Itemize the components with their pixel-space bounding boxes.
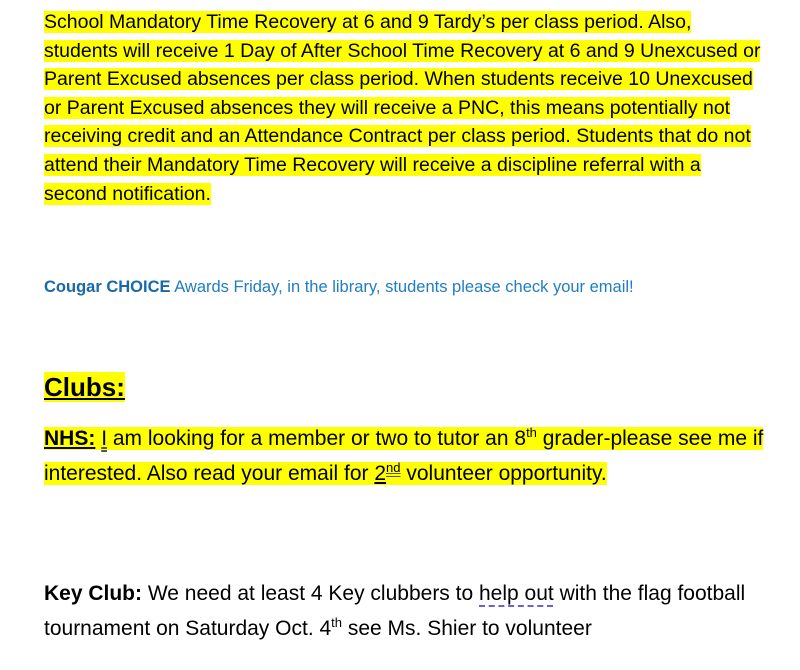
attendance-paragraph — [44, 8, 764, 208]
clubs-heading: Clubs: — [44, 372, 125, 402]
nhs-i-word: I — [101, 427, 108, 450]
nhs-paragraph: NHS: I am looking for a member or two to tutor an 8th grader-please see me if interested. Also read your email for 2nd volunteer opportunity. — [44, 425, 764, 485]
nhs-label: NHS: — [44, 427, 96, 450]
attendance-text: School Mandatory Time Recovery at 6 and 9 Tardy’s per class period. Also, students will receive 1 Day of After School Time Recovery at 6 and 9 Unexcused or Parent Excused absences per class period. When students receive 10 Unexcused or Parent Excused absences they will receive a PNC, this means potentially not receiving credit and an Attendance Contract per class period. Students that do not attend their Mandatory Time Recovery will receive a discipline referral with a second notification. — [44, 11, 761, 205]
cougar-choice-title: Cougar CHOICE — [44, 278, 171, 296]
help-out-phrase: help out — [479, 582, 554, 605]
cougar-choice-paragraph — [44, 276, 634, 298]
key-club-paragraph: Key Club: We need at least 4 Key clubbers to help out with the flag football tournament on Saturday Oct. 4th see Ms. Shier to volunteer — [44, 582, 746, 640]
key-club-label: Key Club: — [44, 582, 143, 605]
cougar-choice-text: Awards Friday, in the library, students please check your email! — [170, 278, 634, 296]
